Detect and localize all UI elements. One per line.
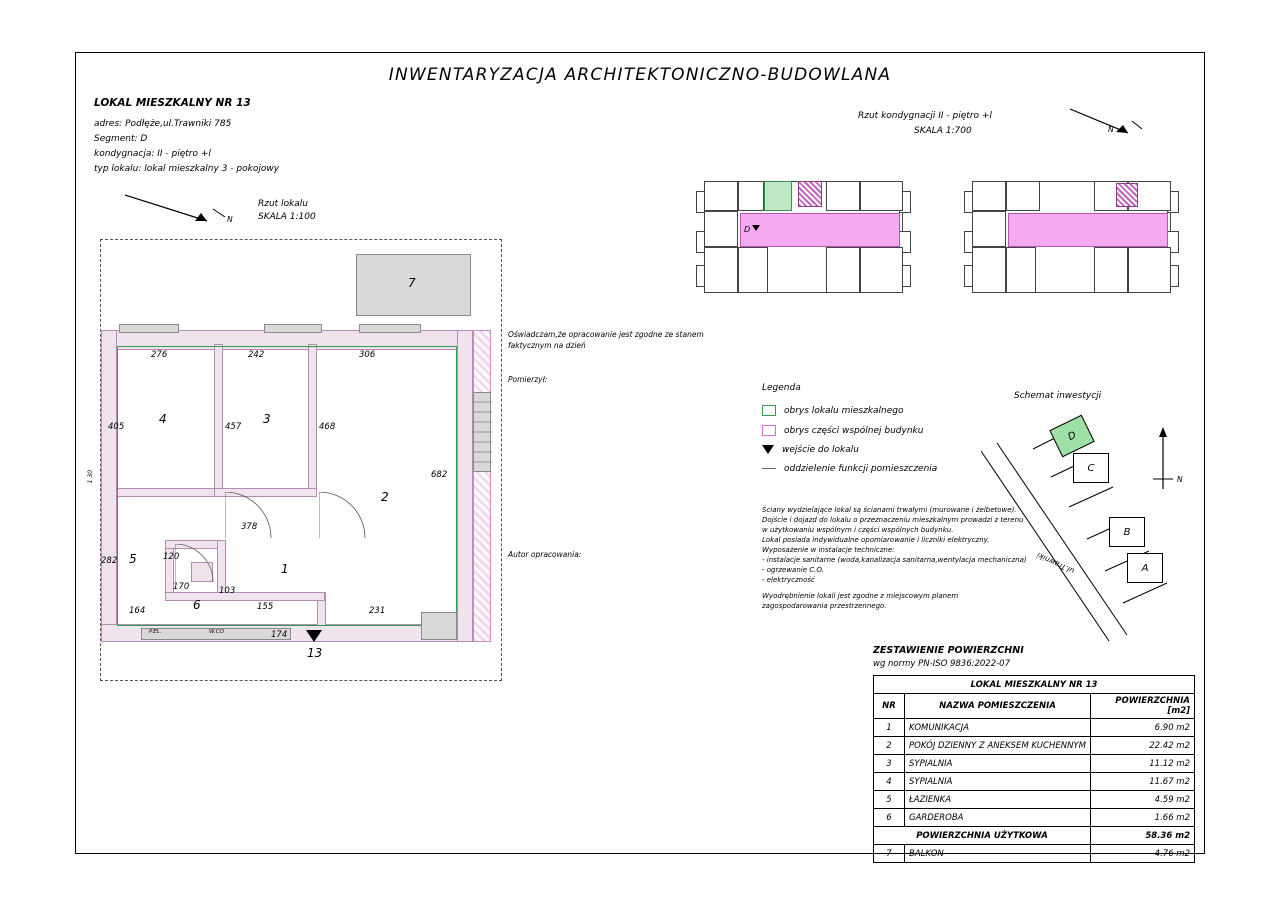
room-number-4: 4: [159, 412, 167, 426]
table-row: 3 SYPIALNIA 11.12 m2: [874, 755, 1195, 773]
measured-by-label: Pomierzył:: [508, 375, 548, 384]
room-number-1: 1: [281, 562, 289, 576]
th-area: POWIERZCHNIA [m2]: [1091, 694, 1195, 719]
th-nr: NR: [874, 694, 905, 719]
stairs-icon: [473, 392, 493, 474]
lot-A[interactable]: A: [1127, 553, 1163, 583]
north-arrow-plan-icon: [121, 191, 231, 227]
lot-D[interactable]: D: [1049, 415, 1095, 458]
keyplan-caption-line1: Rzut kondygnacji II - piętro +l: [858, 111, 992, 121]
scheme-north-label: N: [1177, 475, 1183, 484]
unit-title: LOKAL MIESZKALNY NR 13: [94, 97, 251, 109]
room-number-6: 6: [193, 598, 201, 612]
legend-notes-2: Wyodrębnienie lokali jest zgodne z miejscowym planem zagospodarowania przestrzennego.: [762, 592, 959, 610]
keyplan-left-hatch: [798, 181, 822, 207]
fixture-label-2: W.CO: [209, 629, 224, 635]
dim-682: 682: [431, 470, 448, 480]
keyplan-north-label: N: [1108, 125, 1114, 134]
table-row: 1 KOMUNIKACJA 6.90 m2: [874, 719, 1195, 737]
drawing-sheet: [75, 52, 1205, 859]
area-table-title-2: wg normy PN-ISO 9836:2022-07: [873, 659, 1011, 669]
dim-242: 242: [248, 350, 265, 360]
room-number-2: 2: [381, 490, 389, 504]
window-top-3: [359, 324, 421, 333]
dim-276: 276: [151, 350, 168, 360]
room-number-5: 5: [129, 552, 137, 566]
unit-outline-green: [117, 346, 457, 626]
keyplan-right-common: [1008, 213, 1168, 247]
area-table-title-1: ZESTAWIENIE POWIERZCHNI: [873, 645, 1024, 656]
legend-item-0: obrys lokalu mieszkalnego: [762, 405, 1022, 416]
dim-vertical-left: 1 30: [87, 470, 94, 484]
window-top-1: [119, 324, 179, 333]
legend-item-3: oddzielenie funkcji pomieszczenia: [762, 464, 1022, 474]
lot-C[interactable]: C: [1073, 453, 1109, 483]
dim-306: 306: [359, 350, 376, 360]
keyplan-left: D: [696, 173, 911, 301]
dim-231: 231: [369, 606, 386, 616]
total-value: 58.36 m2: [1091, 827, 1195, 845]
keyplan-right: [964, 173, 1179, 301]
table-row: 5 ŁAZIENKA 4.59 m2: [874, 791, 1195, 809]
investment-scheme: [981, 413, 1201, 643]
area-table: [873, 675, 1195, 863]
legend-item-1: obrys części wspólnej budynku: [762, 425, 1022, 436]
dim-405: 405: [108, 422, 125, 432]
dim-174: 174: [271, 630, 288, 640]
wall-right: [457, 330, 473, 642]
entry-number: 13: [307, 646, 323, 660]
door-arc-3: [175, 544, 215, 584]
sheet-title: INWENTARYZACJA ARCHITEKTONICZNO-BUDOWLANA: [388, 65, 892, 85]
street-name: ul.Trawniki: [1035, 550, 1076, 576]
plan-caption-line1: Rzut lokalu: [258, 199, 309, 209]
storey-label: kondygnacja: II - piętro +l: [94, 149, 211, 159]
address-value: Podłęże,ul.Trawniki 785: [125, 119, 232, 129]
keyplan-left-common: [740, 213, 900, 247]
table-caption: LOKAL MIESZKALNY NR 13: [874, 676, 1195, 694]
th-name: NAZWA POMIESZCZENIA: [905, 694, 1091, 719]
entry-marker-icon: [306, 630, 322, 642]
dim-155: 155: [257, 602, 274, 612]
legend-item-2: wejście do lokalu: [762, 445, 1022, 455]
green-outline-swatch-icon: [762, 405, 776, 416]
dim-170: 170: [173, 582, 190, 592]
keyplan-right-hatch: [1116, 183, 1138, 207]
wall-left: [101, 330, 117, 642]
table-caption-row: [874, 676, 1195, 694]
author-label: Autor opracowania:: [508, 550, 582, 559]
keyplan-caption-line2: SKALA 1:700: [914, 126, 972, 136]
dim-282: 282: [101, 556, 118, 566]
door-arc-2: [319, 492, 367, 540]
dim-103: 103: [219, 586, 236, 596]
table-row: 6 GARDEROBA 1.66 m2: [874, 809, 1195, 827]
segment-label: Segment: D: [94, 134, 148, 144]
room-number-7: 7: [408, 276, 416, 290]
fixture-label-1: P.EL.: [149, 629, 162, 635]
legend-title: Legenda: [762, 383, 801, 393]
keyplan-left-unit-green: [764, 181, 792, 211]
dim-468: 468: [319, 422, 336, 432]
declaration-line1: Oświadczam,że opracowanie jest zgodne ze stanem: [508, 330, 704, 339]
table-row: 2 POKÓJ DZIENNY Z ANEKSEM KUCHENNYM 22.42 m2: [874, 737, 1195, 755]
room-number-3: 3: [263, 412, 271, 426]
north-arrow-keyplan-icon: [1066, 105, 1146, 141]
lot-B[interactable]: B: [1109, 517, 1145, 547]
plan-caption-line2: SKALA 1:100: [258, 212, 316, 222]
table-total-row: [874, 827, 1195, 845]
window-top-2: [264, 324, 322, 333]
dim-164: 164: [129, 606, 146, 616]
triangle-marker-icon: [762, 445, 774, 454]
dim-378: 378: [241, 522, 258, 532]
plan-north-label: N: [227, 215, 233, 224]
dash-line-icon: [762, 468, 776, 469]
unit-type-label: typ lokalu: lokal mieszkalny 3 - pokojowy: [94, 164, 280, 174]
table-row: 7 BALKON 4.76 m2: [874, 845, 1195, 863]
door-arc-1: [225, 492, 273, 540]
dim-457: 457: [225, 422, 242, 432]
legend-notes: Ściany wydzielające lokal są ścianami trwałymi (murowane i żelbetowe). Dojście i dojazd do lokalu o przeznaczeniu mieszkalnym prowadzi z terenu w użytkowaniu wspólnym i części wspólnych budynku. Lokal posiada indywidualne opomiarowanie i liczniki elektryczny. Wyposażenie w instalacje techniczne: - instalacje sanitarne (woda,kanalizacja sanitarna,wentylacja mechaniczna) - ogrzewanie C.O. - elektryczność: [762, 506, 1027, 584]
scheme-title: Schemat inwestycji: [1014, 391, 1102, 401]
pink-outline-swatch-icon: [762, 425, 776, 436]
table-row: 4 SYPIALNIA 11.67 m2: [874, 773, 1195, 791]
declaration-line2: faktycznym na dzień: [508, 341, 586, 350]
utility-block: [421, 612, 457, 640]
dim-120: 120: [163, 552, 180, 562]
table-header-row: [874, 694, 1195, 719]
address-label: adres:: [94, 119, 123, 129]
total-label: POWIERZCHNIA UŻYTKOWA: [874, 827, 1091, 845]
unit-floor-plan: [87, 239, 502, 681]
common-area-strip: [473, 330, 491, 642]
